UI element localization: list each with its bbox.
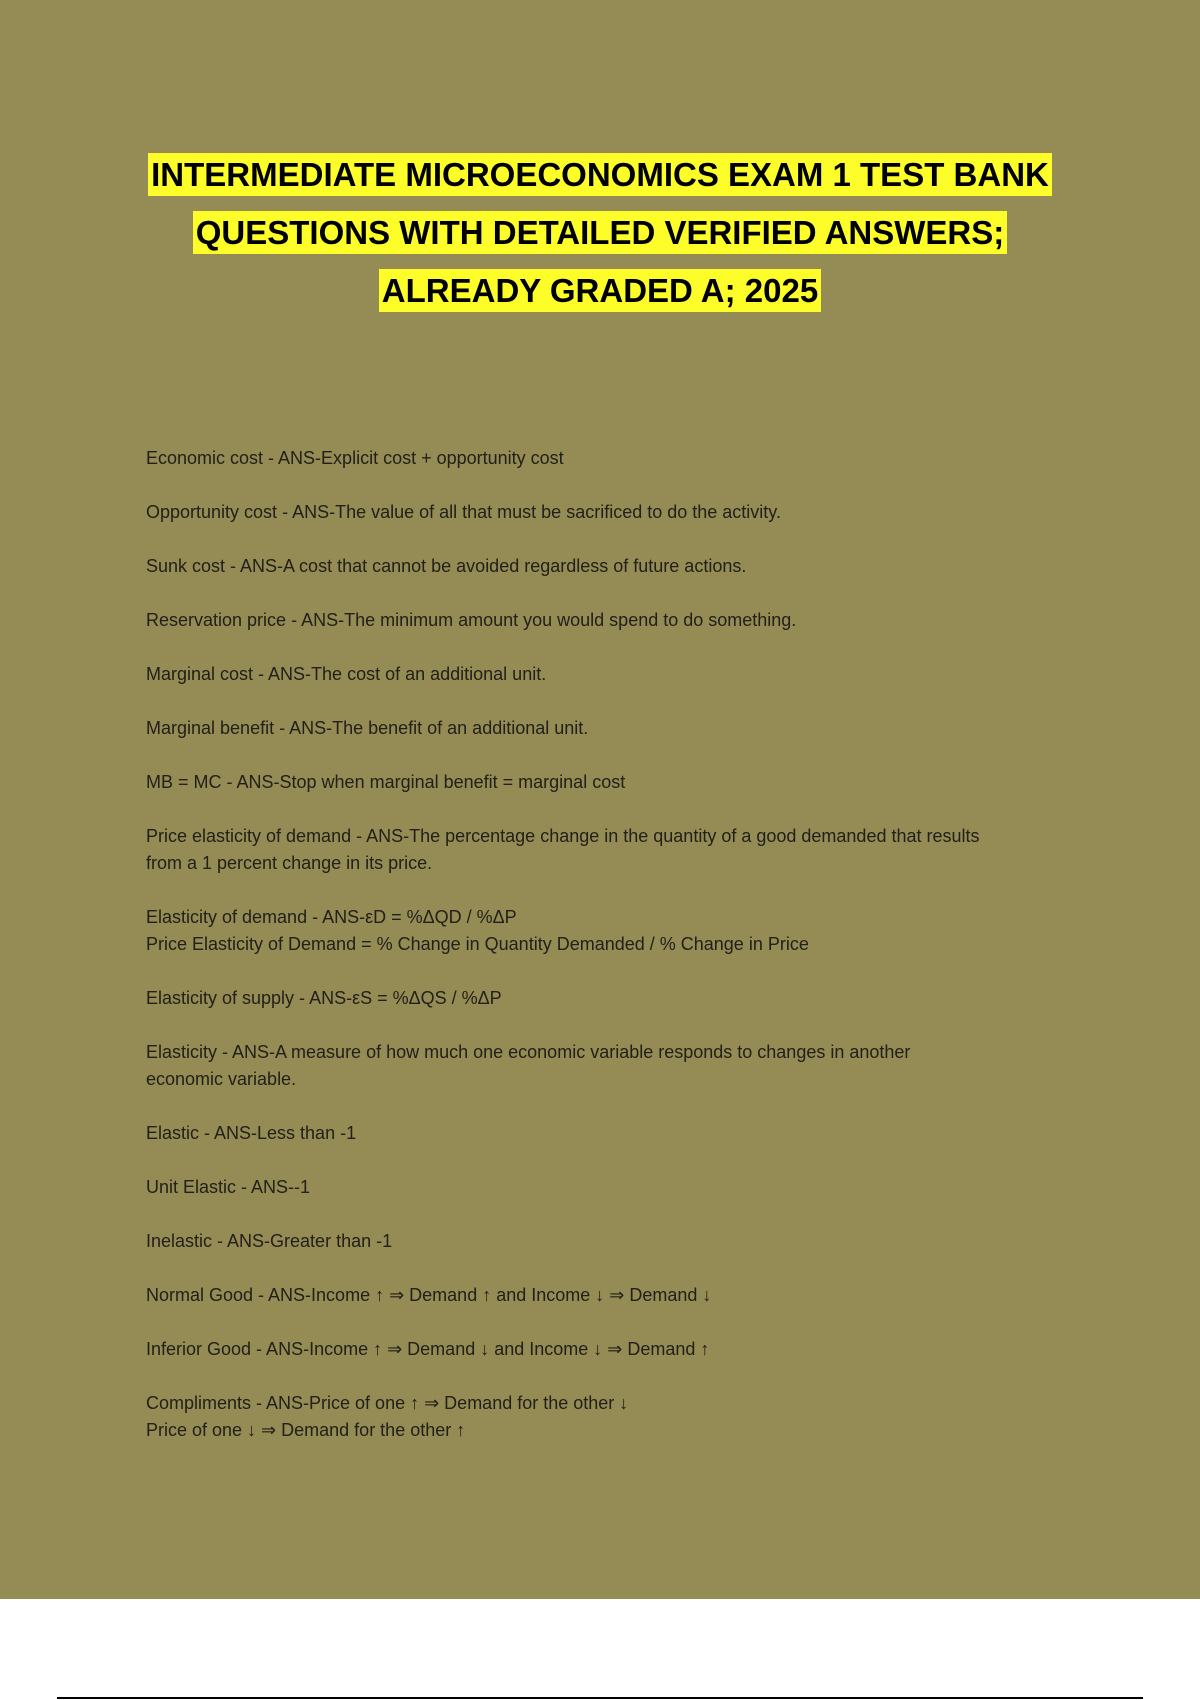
qa-entry xyxy=(146,661,1106,688)
qa-entry xyxy=(146,1228,1106,1255)
qa-entry xyxy=(146,607,1106,634)
qa-entry xyxy=(146,769,1106,796)
qa-line: Elasticity - ANS-A measure of how much one economic variable responds to changes in another xyxy=(146,1042,911,1062)
qa-line: Elasticity of supply - ANS-εS = %ΔQS / %ΔP xyxy=(146,988,502,1008)
qa-line: Price Elasticity of Demand = % Change in Quantity Demanded / % Change in Price xyxy=(146,934,809,954)
qa-entry xyxy=(146,904,1106,958)
qa-entry xyxy=(146,445,1106,472)
title-line: INTERMEDIATE MICROECONOMICS EXAM 1 TEST BANK xyxy=(0,146,1200,204)
document-title xyxy=(0,146,1200,320)
qa-line: Elastic - ANS-Less than -1 xyxy=(146,1123,357,1143)
qa-line: Marginal benefit - ANS-The benefit of an additional unit. xyxy=(146,718,589,738)
title-line: QUESTIONS WITH DETAILED VERIFIED ANSWERS; xyxy=(0,204,1200,262)
qa-list xyxy=(146,445,1106,1471)
qa-entry xyxy=(146,499,1106,526)
qa-line: Economic cost - ANS-Explicit cost + opportunity cost xyxy=(146,448,564,468)
qa-line: Unit Elastic - ANS--1 xyxy=(146,1177,311,1197)
qa-entry xyxy=(146,1390,1106,1444)
qa-line: Price elasticity of demand - ANS-The percentage change in the quantity of a good demanded that results xyxy=(146,826,980,846)
qa-line: Normal Good - ANS-Income ↑ ⇒ Demand ↑ and Income ↓ ⇒ Demand ↓ xyxy=(146,1285,712,1305)
qa-line: Compliments - ANS-Price of one ↑ ⇒ Demand for the other ↓ xyxy=(146,1393,629,1413)
qa-entry xyxy=(146,823,1106,877)
qa-line: Sunk cost - ANS-A cost that cannot be avoided regardless of future actions. xyxy=(146,556,747,576)
qa-line: Reservation price - ANS-The minimum amount you would spend to do something. xyxy=(146,610,797,630)
qa-line: Elasticity of demand - ANS-εD = %ΔQD / %ΔP xyxy=(146,907,517,927)
qa-entry xyxy=(146,1039,1106,1093)
qa-entry xyxy=(146,1282,1106,1309)
qa-entry xyxy=(146,553,1106,580)
qa-line: Marginal cost - ANS-The cost of an additional unit. xyxy=(146,664,547,684)
qa-entry xyxy=(146,1174,1106,1201)
qa-line: Price of one ↓ ⇒ Demand for the other ↑ xyxy=(146,1420,466,1440)
title-line: ALREADY GRADED A; 2025 xyxy=(0,262,1200,320)
qa-entry xyxy=(146,1336,1106,1363)
qa-line: from a 1 percent change in its price. xyxy=(146,853,433,873)
qa-line: Opportunity cost - ANS-The value of all that must be sacrificed to do the activity. xyxy=(146,502,781,522)
qa-line: Inelastic - ANS-Greater than -1 xyxy=(146,1231,393,1251)
qa-entry xyxy=(146,1120,1106,1147)
qa-line: Inferior Good - ANS-Income ↑ ⇒ Demand ↓ and Income ↓ ⇒ Demand ↑ xyxy=(146,1339,710,1359)
qa-entry xyxy=(146,985,1106,1012)
footer-divider xyxy=(57,1697,1143,1699)
qa-line: economic variable. xyxy=(146,1069,297,1089)
qa-line: MB = MC - ANS-Stop when marginal benefit = marginal cost xyxy=(146,772,626,792)
qa-entry xyxy=(146,715,1106,742)
